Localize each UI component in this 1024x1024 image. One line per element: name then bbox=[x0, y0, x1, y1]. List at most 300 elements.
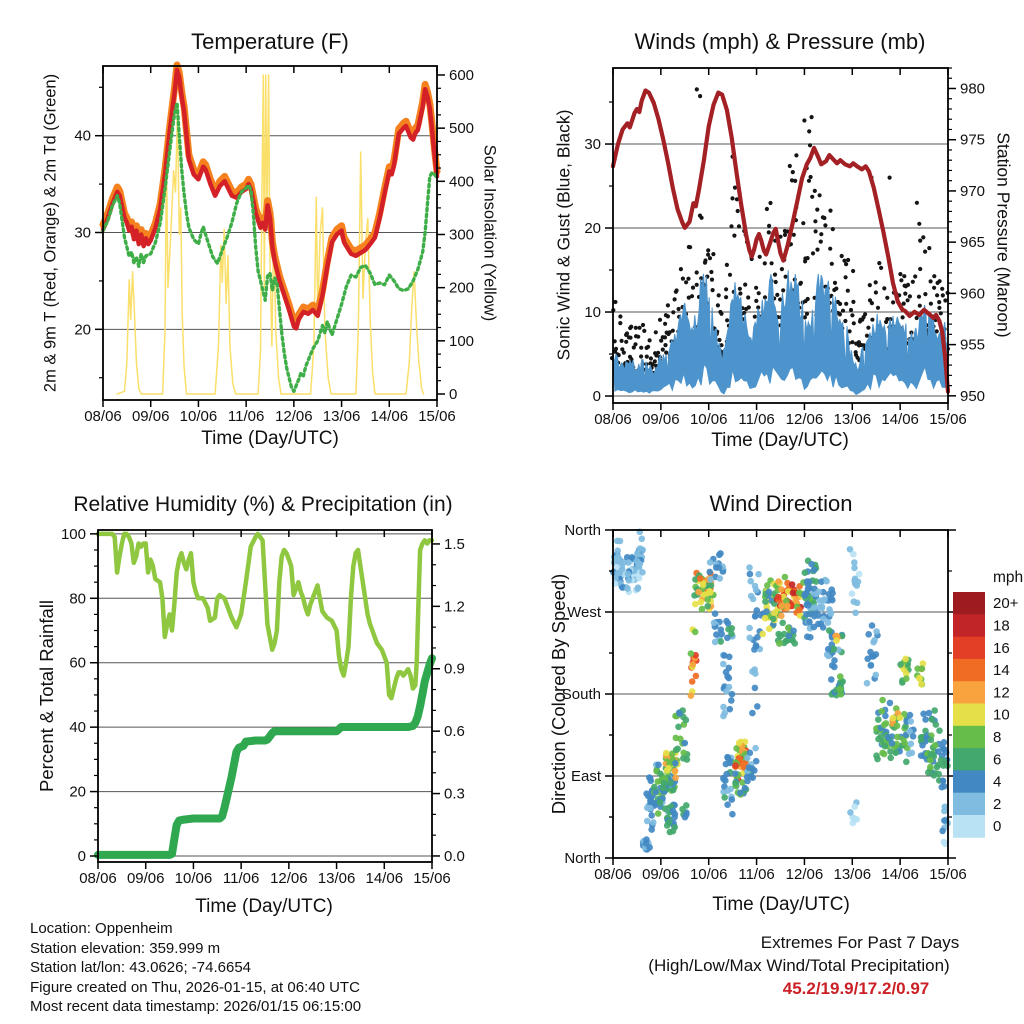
direction-dot bbox=[655, 762, 662, 769]
direction-dot bbox=[749, 774, 756, 781]
direction-dot bbox=[698, 599, 705, 606]
gust-dot bbox=[927, 246, 931, 250]
humidity-precip-chart bbox=[61, 526, 465, 887]
direction-dot bbox=[922, 716, 929, 723]
gust-dot bbox=[743, 283, 747, 287]
direction-dot bbox=[754, 703, 761, 710]
x-tick-label: 13/06 bbox=[833, 411, 872, 428]
direction-dot bbox=[643, 840, 650, 847]
right-tick-label: 100 bbox=[449, 332, 475, 350]
direction-dot bbox=[617, 538, 624, 545]
direction-dot bbox=[818, 621, 825, 628]
gust-dot bbox=[768, 201, 772, 205]
direction-dot bbox=[728, 697, 735, 704]
direction-dot bbox=[672, 760, 679, 767]
left-tick-label: 20 bbox=[69, 783, 86, 801]
gust-dot bbox=[851, 269, 855, 273]
direction-dot bbox=[670, 787, 677, 794]
gust-dot bbox=[757, 291, 761, 295]
direction-dot bbox=[775, 594, 782, 601]
x-tick-label: 08/06 bbox=[84, 408, 122, 425]
direction-dot bbox=[704, 603, 711, 610]
direction-dot bbox=[828, 676, 835, 683]
gust-dot bbox=[686, 277, 690, 281]
direction-dot bbox=[759, 631, 766, 638]
direction-dot bbox=[934, 764, 941, 771]
direction-dot bbox=[907, 712, 914, 719]
gust-dot bbox=[641, 323, 645, 327]
direction-dot bbox=[752, 670, 759, 677]
legend-label-8: 8 bbox=[993, 728, 1002, 746]
gust-dot bbox=[843, 319, 847, 323]
gust-dot bbox=[939, 311, 943, 315]
gust-dot bbox=[844, 275, 848, 279]
gust-dot bbox=[937, 306, 941, 310]
direction-dot bbox=[918, 681, 925, 688]
gust-dot bbox=[788, 164, 792, 168]
winds-xaxis-title: Time (Day/UTC) bbox=[711, 430, 849, 451]
direction-dot bbox=[655, 810, 662, 817]
right-tick-label: 300 bbox=[449, 226, 475, 244]
gust-dot bbox=[830, 262, 834, 266]
legend-label-14: 14 bbox=[993, 662, 1010, 680]
gust-dot bbox=[902, 274, 906, 278]
direction-dot bbox=[910, 733, 917, 740]
gust-dot bbox=[783, 233, 787, 237]
direction-dot bbox=[766, 626, 773, 633]
direction-dot bbox=[699, 606, 706, 613]
x-tick-label: 12/06 bbox=[275, 408, 313, 425]
gust-dot bbox=[633, 342, 637, 346]
gust-dot bbox=[725, 318, 729, 322]
gust-dot bbox=[850, 340, 854, 344]
gust-outlier bbox=[807, 129, 811, 133]
direction-dot bbox=[716, 564, 723, 571]
x-tick-label: 13/06 bbox=[833, 866, 872, 883]
legend-label-20+: 20+ bbox=[993, 595, 1019, 613]
direction-dot bbox=[837, 673, 844, 680]
x-tick-label: 14/06 bbox=[881, 411, 919, 428]
gust-dot bbox=[923, 292, 927, 296]
gust-dot bbox=[774, 280, 778, 284]
gust-dot bbox=[642, 329, 646, 333]
direction-dot bbox=[807, 634, 814, 641]
direction-dot bbox=[688, 650, 695, 657]
gust-dot bbox=[876, 306, 880, 310]
direction-dot bbox=[626, 577, 633, 584]
direction-dot bbox=[700, 582, 707, 589]
gust-dot bbox=[808, 143, 812, 147]
direction-dot bbox=[647, 805, 654, 812]
gust-dot bbox=[703, 258, 707, 262]
gust-dot bbox=[695, 270, 699, 274]
wind-direction-chart-title: Wind Direction bbox=[709, 491, 853, 516]
gust-dot bbox=[913, 274, 917, 278]
x-tick-label: 08/06 bbox=[594, 411, 632, 428]
gust-dot bbox=[932, 274, 936, 278]
legend-label-12: 12 bbox=[993, 684, 1010, 702]
gust-dot bbox=[840, 254, 844, 258]
direction-dot bbox=[732, 780, 739, 787]
direction-dot bbox=[639, 536, 646, 543]
direction-dot bbox=[744, 774, 751, 781]
direction-dot bbox=[648, 812, 655, 819]
gust-dot bbox=[838, 302, 842, 306]
direction-dot bbox=[707, 576, 714, 583]
gust-dot bbox=[737, 224, 741, 228]
direction-dot bbox=[636, 575, 643, 582]
direction-dot bbox=[855, 578, 862, 585]
direction-dot bbox=[634, 558, 641, 565]
direction-dot bbox=[726, 665, 733, 672]
recent-data-timestamp: Most recent data timestamp: 2026/01/15 06:15:00 bbox=[30, 998, 362, 1016]
direction-dot bbox=[720, 713, 727, 720]
direction-dot bbox=[864, 680, 871, 687]
direction-dot bbox=[875, 736, 882, 743]
x-tick-label: 11/06 bbox=[222, 870, 260, 887]
direction-dot bbox=[750, 596, 757, 603]
gust-dot bbox=[618, 321, 622, 325]
gust-dot bbox=[932, 286, 936, 290]
direction-dot bbox=[625, 559, 632, 566]
gust-dot bbox=[763, 261, 767, 265]
legend-swatch-0 bbox=[953, 815, 985, 838]
direction-dot bbox=[675, 724, 682, 731]
legend-title-mph: mph bbox=[993, 569, 1024, 586]
direction-dot bbox=[657, 799, 664, 806]
gust-dot bbox=[736, 209, 740, 213]
direction-dot bbox=[939, 784, 946, 791]
gust-dot bbox=[809, 175, 813, 179]
direction-dot bbox=[936, 727, 943, 734]
gust-dot bbox=[805, 312, 809, 316]
gust-outlier bbox=[918, 239, 922, 243]
x-tick-label: 15/06 bbox=[929, 866, 967, 883]
gust-dot bbox=[620, 339, 624, 343]
x-tick-label: 09/06 bbox=[131, 408, 170, 425]
direction-dot bbox=[772, 609, 779, 616]
gust-dot bbox=[851, 300, 855, 304]
gust-outlier bbox=[802, 118, 806, 122]
winds-yaxis-right-label: Station Pressure (Maroon) bbox=[993, 132, 1014, 338]
direction-dot bbox=[829, 662, 836, 669]
direction-dot bbox=[902, 656, 909, 663]
gust-dot bbox=[908, 294, 912, 298]
x-tick-label: 09/06 bbox=[642, 866, 680, 883]
direction-dot bbox=[821, 596, 828, 603]
direction-dot bbox=[849, 590, 856, 597]
legend-label-6: 6 bbox=[993, 751, 1002, 769]
temperature-yaxis-right-label: Solar Insolation (Yellow) bbox=[480, 144, 499, 322]
direction-dot bbox=[746, 564, 753, 571]
direction-dot bbox=[829, 597, 836, 604]
gust-dot bbox=[658, 318, 662, 322]
direction-dot bbox=[864, 656, 871, 663]
gust-dot bbox=[646, 345, 650, 349]
gust-dot bbox=[844, 262, 848, 266]
gust-dot bbox=[753, 315, 757, 319]
direction-dot bbox=[784, 603, 791, 610]
direction-dot bbox=[671, 824, 678, 831]
legend-swatch-16 bbox=[953, 637, 985, 660]
gust-dot bbox=[613, 300, 617, 304]
gust-dot bbox=[629, 325, 633, 329]
direction-dot bbox=[851, 803, 858, 810]
direction-dot bbox=[941, 817, 948, 824]
direction-dot bbox=[721, 652, 728, 659]
direction-dot bbox=[744, 755, 751, 762]
direction-dot bbox=[811, 604, 818, 611]
direction-dot bbox=[879, 697, 886, 704]
x-tick-label: 13/06 bbox=[317, 870, 356, 887]
extremes-subtitle: (High/Low/Max Wind/Total Precipitation) bbox=[648, 956, 950, 975]
station-location: Location: Oppenheim bbox=[30, 920, 173, 937]
direction-dot bbox=[624, 585, 631, 592]
direction-dot bbox=[657, 771, 664, 778]
left-tick-label: North bbox=[564, 850, 601, 867]
gust-dot bbox=[937, 300, 941, 304]
gust-dot bbox=[828, 209, 832, 213]
direction-dot bbox=[749, 765, 756, 772]
direction-dot bbox=[778, 613, 785, 620]
gust-dot bbox=[706, 248, 710, 252]
gust-dot bbox=[793, 179, 797, 183]
direction-dot bbox=[697, 575, 704, 582]
direction-dot bbox=[779, 620, 786, 627]
direction-dot bbox=[651, 784, 658, 791]
direction-dot bbox=[939, 828, 946, 835]
gust-dot bbox=[773, 273, 777, 277]
direction-dot bbox=[775, 578, 782, 585]
right-tick-label: 970 bbox=[960, 182, 986, 200]
right-tick-label: 1.5 bbox=[444, 535, 465, 553]
direction-dot bbox=[724, 673, 731, 680]
direction-dot bbox=[762, 615, 769, 622]
gust-dot bbox=[866, 326, 870, 330]
gust-dot bbox=[709, 270, 713, 274]
left-tick-label: 80 bbox=[69, 590, 86, 608]
gust-dot bbox=[943, 298, 947, 302]
gust-dot bbox=[717, 293, 721, 297]
gust-dot bbox=[854, 350, 858, 354]
direction-dot bbox=[727, 706, 734, 713]
direction-dot bbox=[693, 673, 700, 680]
gust-dot bbox=[807, 179, 811, 183]
gust-dot bbox=[906, 283, 910, 287]
direction-dot bbox=[667, 780, 674, 787]
direction-dot bbox=[893, 749, 900, 756]
left-tick-label: South bbox=[561, 686, 601, 703]
x-tick-label: 12/06 bbox=[785, 411, 824, 428]
left-tick-label: 20 bbox=[584, 220, 601, 238]
direction-dot bbox=[819, 604, 826, 611]
gust-dot bbox=[813, 219, 817, 223]
direction-dot bbox=[778, 586, 785, 593]
direction-dot bbox=[680, 755, 687, 762]
right-tick-label: 500 bbox=[449, 120, 475, 138]
direction-dot bbox=[782, 574, 789, 581]
direction-dot bbox=[763, 608, 770, 615]
gust-dot bbox=[639, 354, 643, 358]
direction-dot bbox=[873, 628, 880, 635]
gust-dot bbox=[921, 235, 925, 239]
gust-dot bbox=[834, 287, 838, 291]
direction-dot bbox=[908, 718, 915, 725]
right-tick-label: 1.2 bbox=[444, 598, 465, 616]
gust-dot bbox=[738, 287, 742, 291]
direction-dot bbox=[887, 700, 894, 707]
legend-label-0: 0 bbox=[993, 818, 1002, 836]
x-tick-label: 10/06 bbox=[174, 870, 213, 887]
direction-dot bbox=[825, 646, 832, 653]
direction-dot bbox=[796, 607, 803, 614]
direction-dot bbox=[673, 735, 680, 742]
direction-dot bbox=[873, 651, 880, 658]
x-tick-label: 09/06 bbox=[126, 870, 165, 887]
gust-dot bbox=[732, 234, 736, 238]
legend-swatch-6 bbox=[953, 748, 985, 771]
gust-dot bbox=[656, 351, 660, 355]
gust-dot bbox=[868, 283, 872, 287]
direction-dot bbox=[707, 559, 714, 566]
gust-dot bbox=[938, 279, 942, 283]
direction-dot bbox=[717, 550, 724, 557]
direction-dot bbox=[897, 714, 904, 721]
gust-dot bbox=[664, 351, 668, 355]
direction-dot bbox=[720, 704, 727, 711]
direction-dot bbox=[851, 559, 858, 566]
x-tick-label: 13/06 bbox=[322, 408, 361, 425]
gust-dot bbox=[784, 275, 788, 279]
gust-dot bbox=[729, 224, 733, 228]
gust-dot bbox=[929, 302, 933, 306]
legend-label-18: 18 bbox=[993, 617, 1010, 635]
left-tick-label: 40 bbox=[74, 127, 91, 145]
series-relative-humidity bbox=[98, 534, 432, 698]
direction-dot bbox=[806, 578, 813, 585]
direction-yaxis-left-label: Direction (Colored By Speed) bbox=[548, 573, 569, 815]
direction-dot bbox=[749, 710, 756, 717]
gust-dot bbox=[791, 170, 795, 174]
direction-dot bbox=[660, 785, 667, 792]
gust-dot bbox=[725, 263, 729, 267]
x-tick-label: 12/06 bbox=[270, 870, 308, 887]
direction-dot bbox=[847, 809, 854, 816]
direction-dot bbox=[918, 752, 925, 759]
gust-dot bbox=[903, 292, 907, 296]
direction-dot bbox=[672, 774, 679, 781]
gust-dot bbox=[663, 335, 667, 339]
gust-dot bbox=[850, 313, 854, 317]
gust-dot bbox=[673, 297, 677, 301]
legend-swatch-14 bbox=[953, 659, 985, 682]
gust-dot bbox=[679, 267, 683, 271]
gust-dot bbox=[814, 229, 818, 233]
direction-dot bbox=[676, 710, 683, 717]
gust-dot bbox=[614, 347, 618, 351]
gust-outlier bbox=[888, 176, 892, 180]
x-tick-label: 10/06 bbox=[689, 866, 728, 883]
direction-dot bbox=[873, 672, 880, 679]
direction-dot bbox=[789, 581, 796, 588]
humidity-yaxis-left-label: Percent & Total Rainfall bbox=[36, 600, 57, 792]
gust-dot bbox=[675, 288, 679, 292]
humidity-precip-chart-title: Relative Humidity (%) & Precipitation (in) bbox=[73, 493, 453, 516]
gust-dot bbox=[746, 295, 750, 299]
x-tick-label: 15/06 bbox=[413, 870, 451, 887]
gust-dot bbox=[711, 252, 715, 256]
direction-dot bbox=[931, 707, 938, 714]
direction-dot bbox=[665, 765, 672, 772]
direction-dot bbox=[732, 770, 739, 777]
gust-dot bbox=[898, 272, 902, 276]
gust-dot bbox=[918, 304, 922, 308]
x-tick-label: 14/06 bbox=[881, 866, 919, 883]
direction-dot bbox=[909, 750, 916, 757]
gust-dot bbox=[671, 329, 675, 333]
left-tick-label: 40 bbox=[69, 719, 86, 737]
gust-dot bbox=[622, 351, 626, 355]
extremes-values: 45.2/19.9/17.2/0.97 bbox=[782, 979, 930, 998]
direction-dot bbox=[764, 582, 771, 589]
direction-dot bbox=[868, 662, 875, 669]
gust-dot bbox=[799, 281, 803, 285]
gust-dot bbox=[846, 289, 850, 293]
direction-dot bbox=[778, 603, 785, 610]
gust-outlier bbox=[917, 222, 921, 226]
gust-dot bbox=[813, 189, 817, 193]
direction-dot bbox=[831, 646, 838, 653]
gust-dot bbox=[724, 287, 728, 291]
right-tick-label: 200 bbox=[449, 279, 475, 297]
direction-dot bbox=[615, 554, 622, 561]
direction-dot bbox=[874, 756, 881, 763]
gust-dot bbox=[819, 232, 823, 236]
direction-dot bbox=[663, 750, 670, 757]
direction-dot bbox=[635, 584, 642, 591]
direction-dot bbox=[711, 620, 718, 627]
left-tick-label: 100 bbox=[60, 525, 86, 543]
gust-dot bbox=[828, 247, 832, 251]
gust-dot bbox=[639, 346, 643, 350]
direction-dot bbox=[887, 755, 894, 762]
direction-dot bbox=[724, 635, 731, 642]
direction-dot bbox=[695, 589, 702, 596]
right-tick-label: 975 bbox=[960, 131, 986, 149]
gust-dot bbox=[671, 310, 675, 314]
direction-dot bbox=[805, 602, 812, 609]
gust-dot bbox=[906, 298, 910, 302]
gust-dot bbox=[901, 315, 905, 319]
gust-dot bbox=[911, 280, 915, 284]
direction-dot bbox=[646, 774, 653, 781]
right-tick-label: 0.6 bbox=[444, 723, 465, 741]
gust-dot bbox=[765, 207, 769, 211]
gust-dot bbox=[618, 314, 622, 318]
gust-dot bbox=[806, 256, 810, 260]
gust-dot bbox=[648, 338, 652, 342]
wind-direction-chart bbox=[562, 522, 967, 883]
direction-dot bbox=[625, 571, 632, 578]
direction-dot bbox=[902, 740, 909, 747]
gust-dot bbox=[874, 290, 878, 294]
gust-dot bbox=[730, 196, 734, 200]
direction-dot bbox=[940, 778, 947, 785]
direction-dot bbox=[933, 721, 940, 728]
gust-dot bbox=[716, 303, 720, 307]
direction-dot bbox=[919, 742, 926, 749]
direction-dot bbox=[708, 582, 715, 589]
